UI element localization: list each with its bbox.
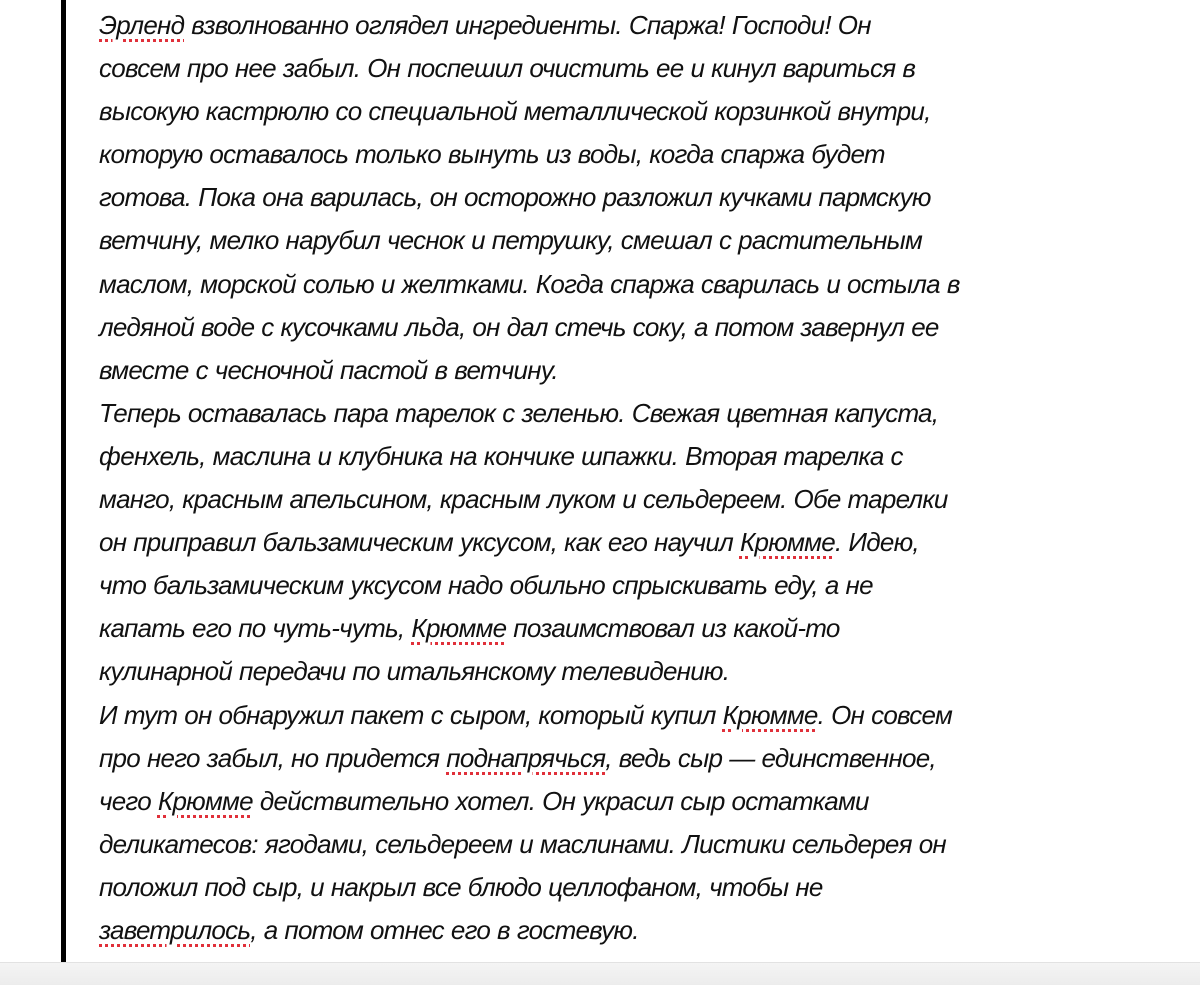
text-line	[99, 133, 1179, 176]
text-segment: действительно хотел. Он украсил сыр остатками	[252, 785, 869, 816]
text-segment: которую оставалось только вынуть из воды, когда спаржа будет	[99, 139, 885, 170]
spellcheck-flagged-word[interactable]: Крюмме	[739, 527, 835, 558]
text-segment: вместе с чесночной пастой в ветчину.	[99, 354, 558, 385]
text-segment: ветчину, мелко нарубил чеснок и петрушку, смешал с растительным	[99, 225, 923, 256]
text-line	[99, 47, 1179, 90]
text-line	[99, 306, 1179, 349]
text-segment: И тут он обнаружил пакет с сыром, который купил	[99, 699, 723, 730]
text-line	[99, 263, 1179, 306]
text-segment: про него забыл, но придется	[99, 742, 447, 773]
text-line	[99, 564, 1179, 607]
text-segment: , ведь сыр — единственное,	[605, 742, 936, 773]
text-line	[99, 650, 1179, 693]
text-segment: , а потом отнес его в гостевую.	[250, 914, 639, 945]
text-line	[99, 392, 1179, 435]
text-segment: маслом, морской солью и желтками. Когда спаржа сварилась и остыла в	[99, 268, 960, 299]
text-line	[99, 90, 1179, 133]
document-text[interactable]	[99, 4, 1179, 952]
text-line	[99, 521, 1179, 564]
text-segment: совсем про нее забыл. Он поспешил очистить ее и кинул вариться в	[99, 53, 916, 84]
text-segment: . Идею,	[834, 527, 919, 558]
text-line	[99, 866, 1179, 909]
text-line	[99, 4, 1179, 47]
paragraph	[99, 4, 1179, 392]
text-line	[99, 737, 1179, 780]
spellcheck-flagged-word[interactable]: Крюмме	[722, 699, 818, 730]
spellcheck-flagged-word[interactable]: Эрленд	[99, 10, 185, 40]
spellcheck-flagged-word[interactable]: поднапрячься	[446, 742, 606, 773]
spellcheck-flagged-word[interactable]: Крюмме	[157, 785, 253, 816]
text-line	[99, 478, 1179, 521]
blockquote-bar	[61, 0, 66, 962]
text-line	[99, 176, 1179, 219]
text-segment: . Он совсем	[817, 699, 953, 730]
text-line	[99, 219, 1179, 262]
text-segment: манго, красным апельсином, красным луком и сельдереем. Обе тарелки	[99, 484, 948, 515]
text-segment: чего	[99, 785, 158, 816]
text-segment: он приправил бальзамическим уксусом, как его научил	[99, 527, 740, 558]
text-segment: позаимствовал из какой-то	[506, 613, 840, 644]
text-line	[99, 607, 1179, 650]
text-segment: кулинарной передачи по итальянскому телевидению.	[99, 656, 730, 687]
text-line	[99, 909, 1179, 952]
spellcheck-flagged-word[interactable]: заветрилось	[99, 914, 251, 945]
text-segment: готова. Пока она варилась, он осторожно разложил кучками пармскую	[99, 182, 931, 213]
window-bottom-edge	[0, 962, 1200, 985]
text-line	[99, 823, 1179, 866]
text-line	[99, 780, 1179, 823]
spellcheck-flagged-word[interactable]: Крюмме	[411, 613, 507, 644]
text-segment: высокую кастрюлю со специальной металлической корзинкой внутри,	[99, 96, 931, 127]
text-line	[99, 435, 1179, 478]
text-line	[99, 349, 1179, 392]
text-segment: деликатесов: ягодами, сельдереем и маслинами. Листики сельдерея он	[99, 828, 946, 859]
paragraph	[99, 694, 1179, 953]
text-segment: ледяной воде с кусочками льда, он дал стечь соку, а потом завернул ее	[99, 311, 939, 342]
paragraph	[99, 392, 1179, 694]
text-segment: Теперь оставалась пара тарелок с зеленью. Свежая цветная капуста,	[99, 397, 939, 428]
text-segment: фенхель, маслина и клубника на кончике шпажки. Вторая тарелка с	[99, 440, 903, 471]
text-segment: взволнованно оглядел ингредиенты. Спаржа! Господи! Он	[184, 10, 871, 40]
text-line	[99, 694, 1179, 737]
text-segment: что бальзамическим уксусом надо обильно спрыскивать еду, а не	[99, 570, 873, 601]
text-segment: положил под сыр, и накрыл все блюдо целлофаном, чтобы не	[99, 871, 823, 902]
text-segment: капать его по чуть-чуть,	[99, 613, 412, 644]
